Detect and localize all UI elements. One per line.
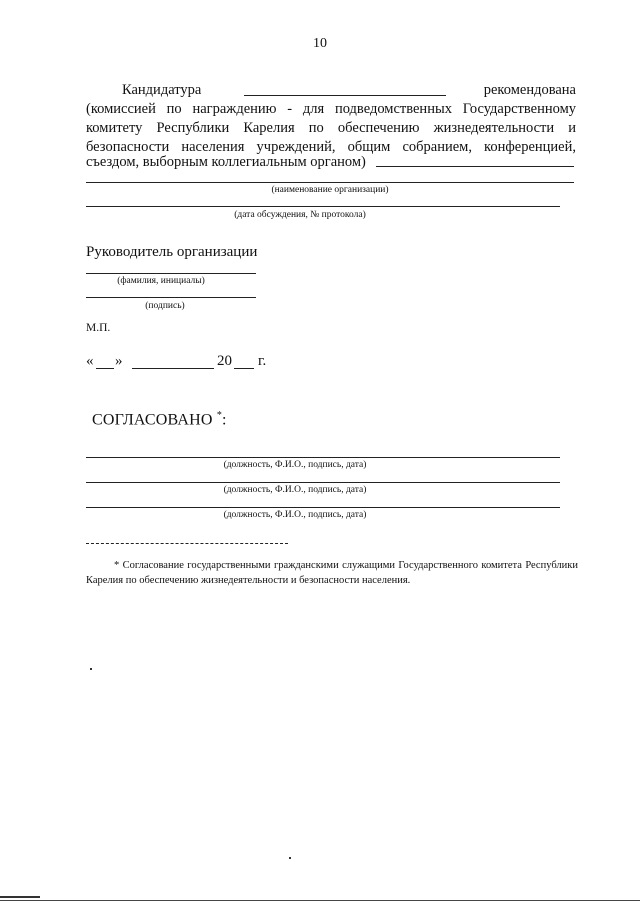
name-caption: (фамилия, инициалы) xyxy=(117,276,205,286)
approval-line-2 xyxy=(86,482,560,483)
date-line xyxy=(86,353,286,373)
organization-caption: (наименование организации) xyxy=(271,185,389,195)
day-blank xyxy=(96,368,114,369)
name-line xyxy=(86,273,256,274)
scan-bottom-mark xyxy=(0,896,40,898)
date-open-quote: « xyxy=(86,353,94,369)
scan-bottom-edge xyxy=(0,900,640,901)
approved-heading xyxy=(92,410,227,429)
head-label: Руководитель организации xyxy=(86,244,258,260)
approved-label: СОГЛАСОВАНО xyxy=(92,411,213,429)
scan-speck xyxy=(289,857,291,859)
approved-marker: * xyxy=(216,410,223,421)
recommendation-line-4: безопасности населения учреждений, общим собранием, конференцией, xyxy=(86,139,576,155)
recommendation-line-3: комитету Республики Карелия по обеспечению жизнедеятельности и xyxy=(86,120,576,136)
approval-caption-3: (должность, Ф.И.О., подпись, дата) xyxy=(223,510,367,520)
candidate-blank-line xyxy=(244,95,446,96)
approval-line-3 xyxy=(86,507,560,508)
scan-speck xyxy=(90,668,92,670)
seal-mark: М.П. xyxy=(86,322,111,334)
discussion-line xyxy=(86,206,560,207)
signature-caption: (подпись) xyxy=(145,301,185,311)
page-number: 10 xyxy=(313,36,327,51)
year-blank xyxy=(234,368,254,369)
recommendation-line-5 xyxy=(86,153,576,172)
recommended-word: рекомендована xyxy=(483,82,576,98)
organization-line xyxy=(86,182,574,183)
approved-colon: : xyxy=(222,411,227,429)
approval-line-1 xyxy=(86,457,560,458)
approval-caption-2: (должность, Ф.И.О., подпись, дата) xyxy=(223,485,367,495)
date-close-quote: » xyxy=(115,353,123,369)
recommendation-line-5-text: съездом, выборным коллегиальным органом) xyxy=(86,154,366,170)
footnote-separator xyxy=(86,543,288,544)
body-blank-line xyxy=(376,166,574,167)
approval-caption-1: (должность, Ф.И.О., подпись, дата) xyxy=(223,460,367,470)
candidate-word: Кандидатура xyxy=(122,82,202,98)
year-suffix: г. xyxy=(258,353,267,369)
discussion-caption: (дата обсуждения, № протокола) xyxy=(234,210,366,220)
footnote-text: * Согласование государственными гражданскими служащими Государственного комитета Республики Карелия по обеспечению жизнедеятельности и безопасности населения. xyxy=(86,560,578,586)
signature-line xyxy=(86,297,256,298)
recommendation-first-line xyxy=(86,81,576,101)
month-blank xyxy=(132,368,214,369)
recommendation-line-2: (комиссией по награждению - для подведомственных Государственному xyxy=(86,101,576,117)
year-prefix: 20 xyxy=(217,353,232,369)
